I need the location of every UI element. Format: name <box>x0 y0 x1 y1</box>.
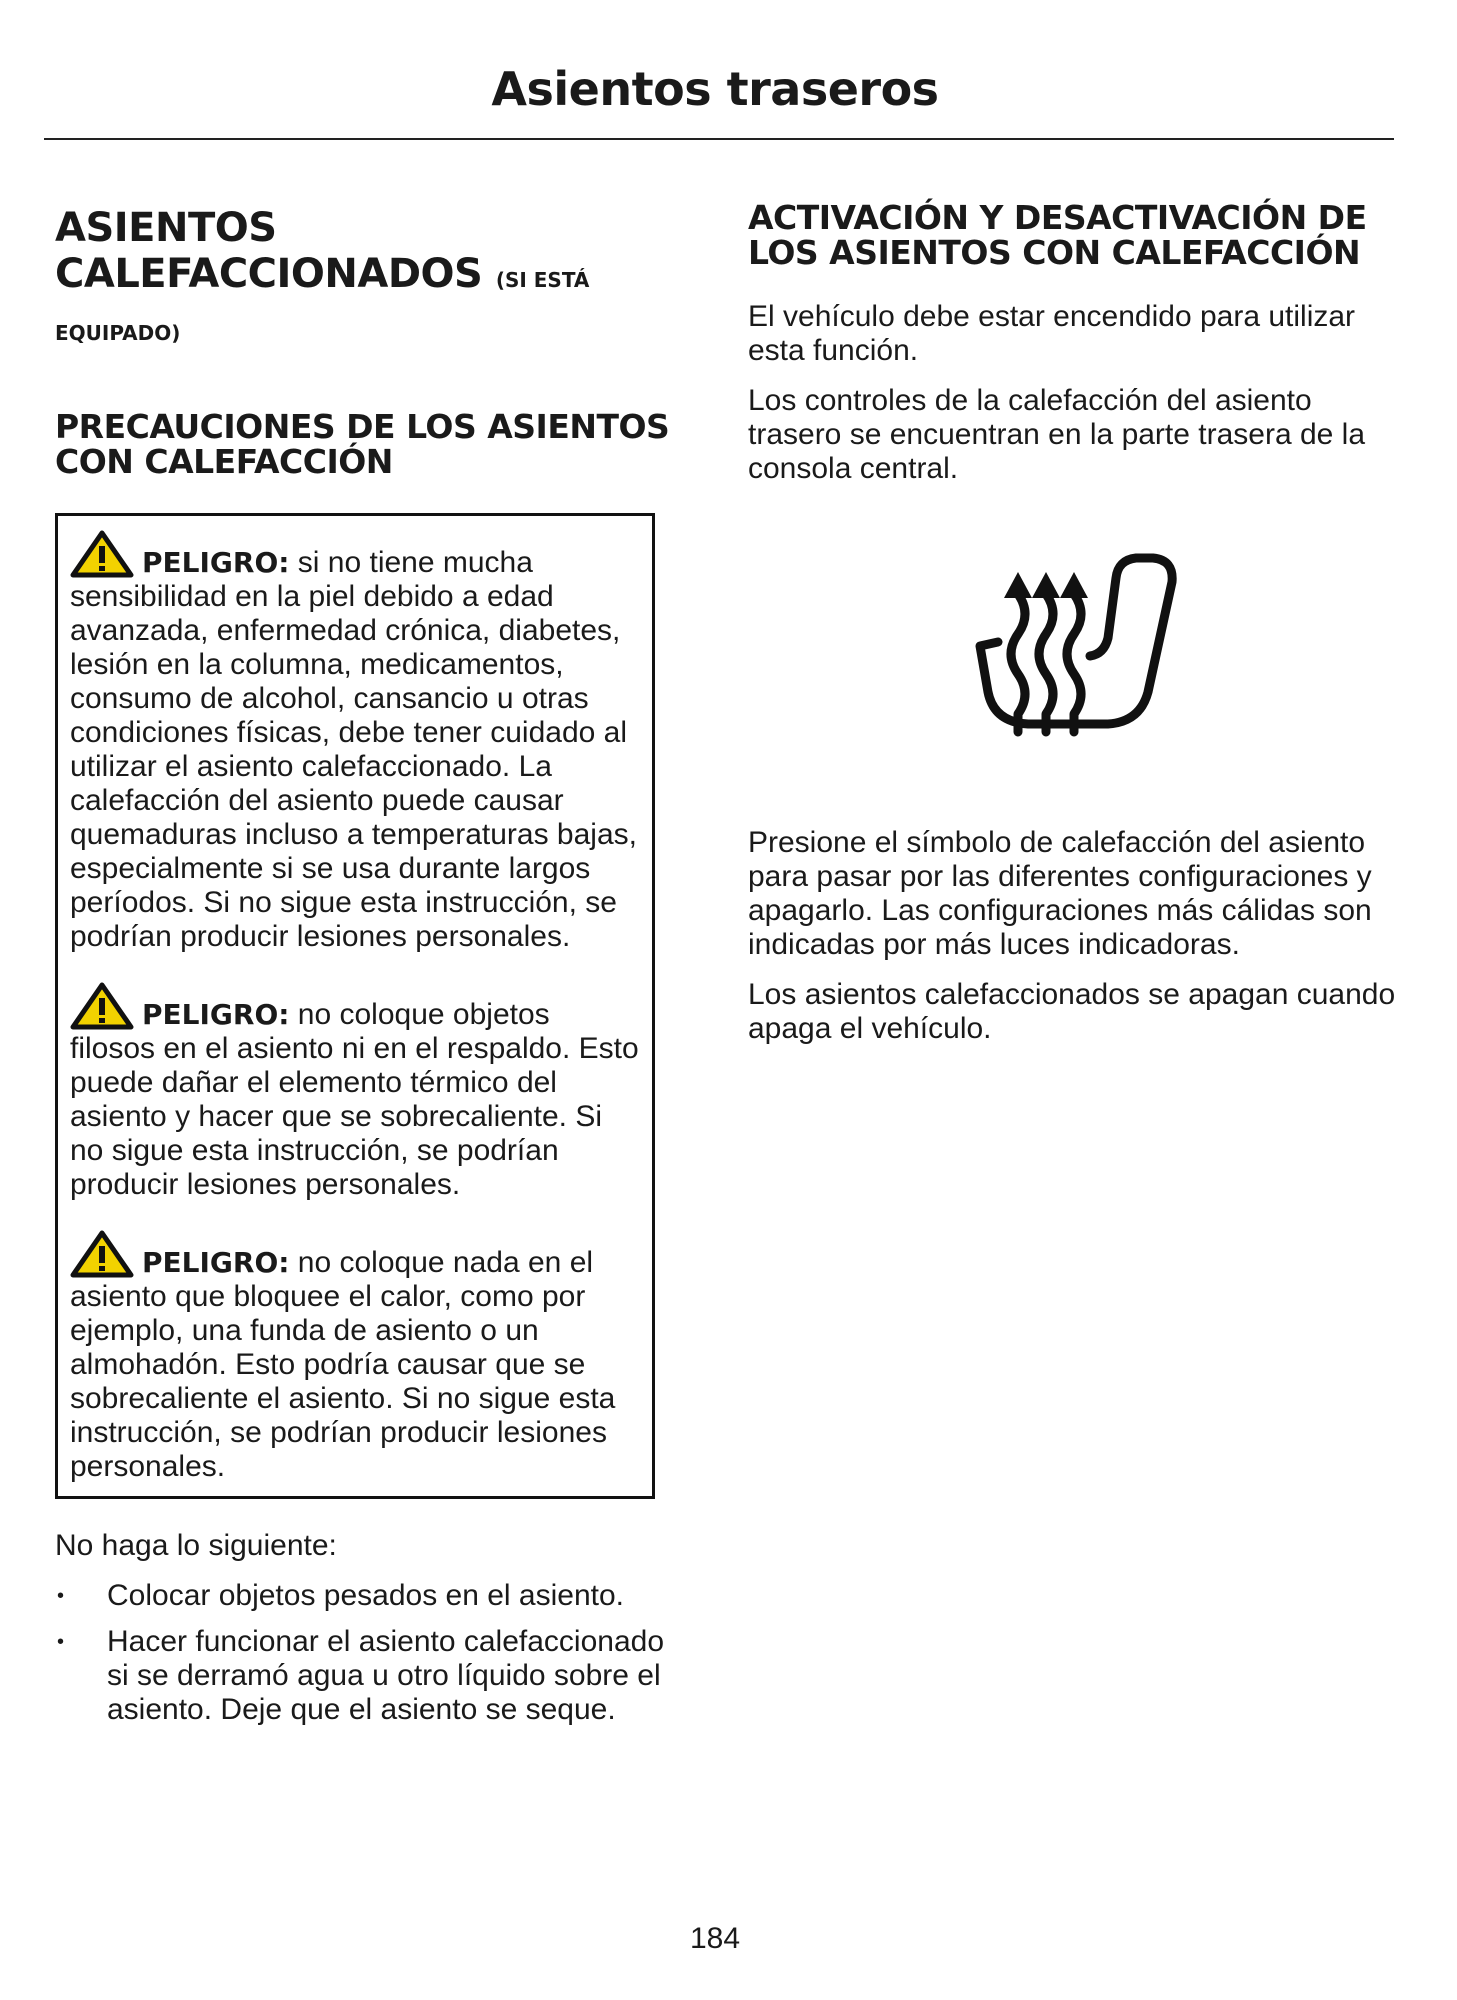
donts-list <box>55 1579 685 1727</box>
title-divider <box>44 138 1394 140</box>
section-title <box>55 205 685 303</box>
paragraph: Los asientos calefaccionados se apagan cuando apaga el vehículo. <box>748 978 1396 1045</box>
warning-text: no coloque nada en el asiento que bloquee el calor, como por ejemplo, una funda de asiento o un almohadón. Esto podría causar que se sobrecaliente el asiento. Si no sigue esta instrucción, se podrían producir lesiones personales. <box>70 1246 616 1483</box>
donts-intro: No haga lo siguiente: <box>55 1529 337 1562</box>
warning-item <box>70 530 640 954</box>
warning-text: no coloque objetos filosos en el asiento ni en el respaldo. Esto puede dañar el elemento térmico del asiento y hacer que se sobrecaliente. Si no sigue esta instrucción, se podrían producir lesiones personales. <box>70 998 639 1201</box>
paragraph: El vehículo debe estar encendido para utilizar esta función. <box>748 300 1356 367</box>
list-item: • Hacer funcionar el asiento calefaccionado si se derramó agua u otro líquido sobre el asiento. Deje que el asiento se seque. <box>55 1625 685 1727</box>
paragraph: Los controles de la calefacción del asiento trasero se encuentran en la parte trasera de la consola central. <box>748 384 1366 485</box>
paragraph: Presione el símbolo de calefacción del asiento para pasar por las diferentes configuraciones y apagarlo. Las configuraciones más cálidas son indicadas por más luces indicadoras. <box>748 826 1372 961</box>
warning-item <box>70 1230 640 1484</box>
warning-triangle-icon <box>70 530 134 578</box>
list-item: • Colocar objetos pesados en el asiento. <box>55 1579 685 1613</box>
heated-seat-icon <box>958 542 1178 742</box>
paragraph-group <box>748 826 1398 1046</box>
section-title-text: ASIENTOS CALEFACCIONADOS <box>55 205 483 297</box>
warning-triangle-icon <box>70 982 134 1030</box>
warning-label: PELIGRO: <box>142 546 290 579</box>
warning-label: PELIGRO: <box>142 1246 290 1279</box>
page-title: Asientos traseros <box>491 62 939 116</box>
left-column <box>55 205 685 1739</box>
warning-label: PELIGRO: <box>142 998 290 1031</box>
warning-box <box>55 513 655 1499</box>
warning-triangle-icon <box>70 1230 134 1278</box>
section-title-suffix-2: EQUIPADO) <box>55 321 181 345</box>
warning-item <box>70 982 640 1202</box>
right-column <box>748 200 1398 1062</box>
warning-text: si no tiene mucha sensibilidad en la piel debido a edad avanzada, enfermedad crónica, diabetes, lesión en la columna, medicamentos, consumo de alcohol, cansancio u otras condiciones físicas, debe tener cuidado al utilizar el asiento calefaccionado. La calefacción del asiento puede causar quemaduras incluso a temperaturas bajas, especialmente si se usa durante largos períodos. Si no sigue esta instrucción, se podrían producir lesiones personales. <box>70 546 637 953</box>
subsection-title: PRECAUCIONES DE LOS ASIENTOS CON CALEFACCIÓN <box>55 407 670 481</box>
page-number: 184 <box>689 1922 741 1955</box>
section-title-suffix: (SI ESTÁ <box>495 268 590 292</box>
section-title-right: ACTIVACIÓN Y DESACTIVACIÓN DE LOS ASIENTOS CON CALEFACCIÓN <box>748 198 1367 272</box>
